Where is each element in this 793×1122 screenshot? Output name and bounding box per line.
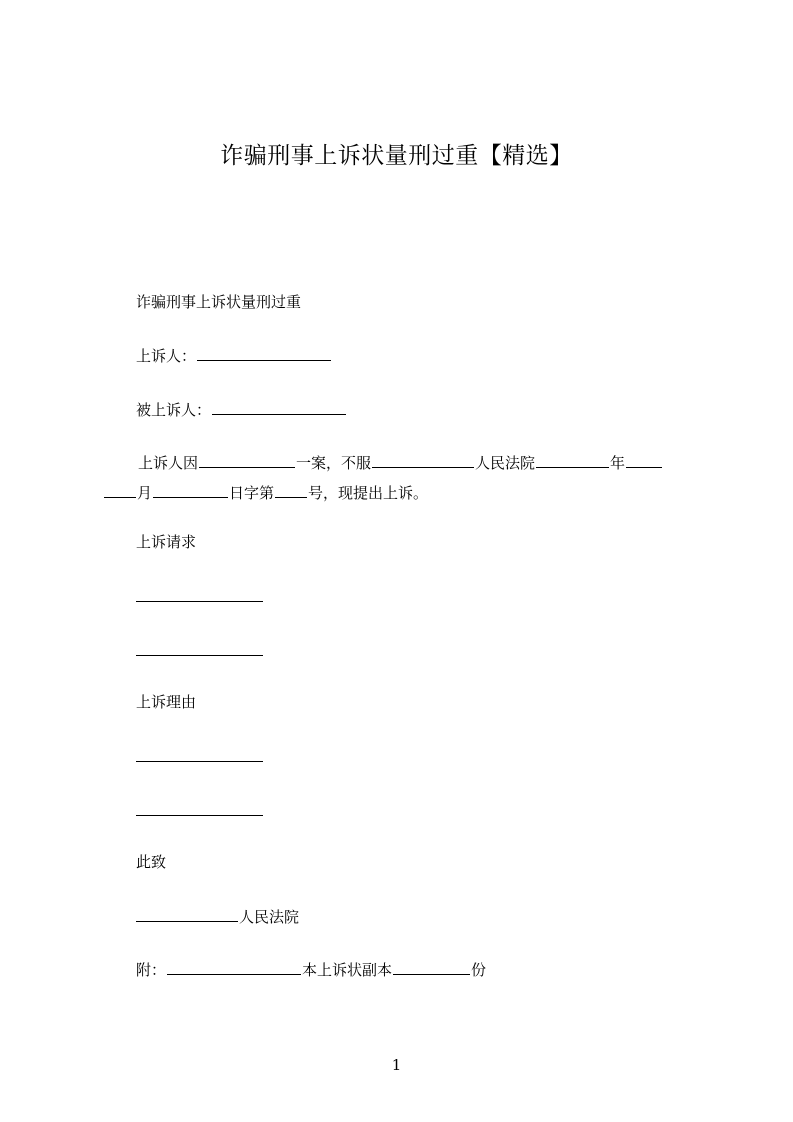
para-text-1: 上诉人因: [138, 454, 199, 472]
attachment-end: 份: [471, 961, 487, 979]
number-blank: [275, 482, 307, 498]
day-blank: [153, 482, 228, 498]
request-heading: 上诉请求: [136, 533, 197, 551]
attachment-label: 附：: [136, 961, 167, 979]
para-text-6: 日字第: [229, 484, 275, 502]
appellant-blank: [197, 345, 331, 361]
court-name-blank: [136, 906, 238, 922]
document-title: 诈骗刑事上诉状量刑过重【精选】: [220, 143, 573, 169]
request-blank-2: [136, 640, 263, 656]
para-text-7: 号，现提出上诉。: [308, 484, 429, 502]
reason-line-2: [136, 800, 264, 821]
month-blank-start: [626, 452, 662, 468]
page-number: 1: [391, 1056, 402, 1074]
reason-line-1: [136, 746, 264, 767]
request-line-1: [136, 586, 264, 607]
request-line-2: [136, 640, 264, 661]
para-text-5: 月: [137, 484, 153, 502]
case-blank: [199, 452, 295, 468]
court-line: [136, 906, 299, 927]
month-blank-end: [104, 482, 136, 498]
court-suffix: 人民法院: [239, 908, 300, 926]
para-text-2: 一案，不服: [296, 454, 372, 472]
attachment-blank-2: [393, 959, 470, 975]
appellant-line: [136, 345, 332, 366]
attachment-blank-1: [167, 959, 301, 975]
document-heading: 诈骗刑事上诉状量刑过重: [136, 293, 302, 311]
appeal-paragraph-line-1: [138, 452, 663, 473]
reason-blank-1: [136, 746, 263, 762]
closing-text: 此致: [136, 853, 167, 871]
appellant-label: 上诉人：: [136, 347, 197, 365]
appellee-line: [136, 399, 347, 420]
court-blank: [372, 452, 474, 468]
reason-blank-2: [136, 800, 263, 816]
attachment-mid: 本上诉状副本: [302, 961, 393, 979]
para-text-3: 人民法院: [475, 454, 536, 472]
year-blank: [536, 452, 609, 468]
appellee-label: 被上诉人：: [136, 401, 212, 419]
appeal-paragraph-line-2: [104, 482, 428, 503]
reason-heading: 上诉理由: [136, 693, 197, 711]
para-text-4: 年: [610, 454, 626, 472]
attachment-line: [136, 959, 486, 980]
appellee-blank: [212, 399, 346, 415]
request-blank-1: [136, 586, 263, 602]
